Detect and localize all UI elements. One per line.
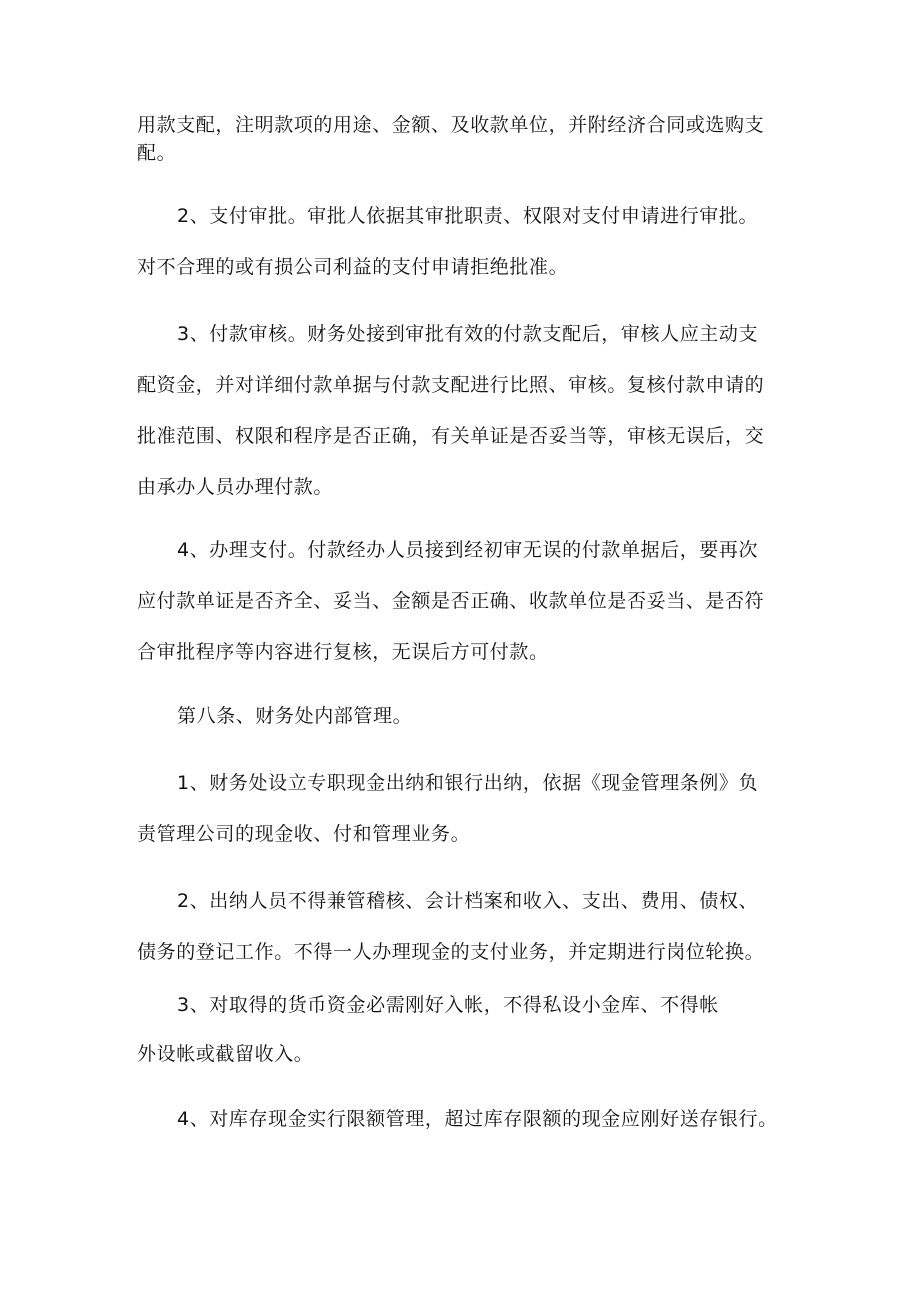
section-heading: 第八条、财务处内部管理。 [177,705,413,727]
paragraph-line: 由承办人员办理付款。 [137,476,334,498]
paragraph-line: 用款支配，注明款项的用途、金额、及收款单位，并附经济合同或选购支 [137,114,765,136]
paragraph-line: 4、对库存现金实行限额管理，超过库存限额的现金应刚好送存银行。 [177,1108,778,1130]
paragraph-line: 3、付款审核。财务处接到审批有效的付款支配后，审核人应主动支 [177,323,759,345]
paragraph-line: 应付款单证是否齐全、妥当、金额是否正确、收款单位是否妥当、是否符 [137,590,765,612]
paragraph-line: 外设帐或截留收入。 [137,1043,314,1065]
paragraph-line: 债务的登记工作。不得一人办理现金的支付业务，并定期进行岗位轮换。 [137,941,765,963]
paragraph-line: 合审批程序等内容进行复核，无误后方可付款。 [137,641,549,663]
paragraph-line: 1、财务处设立专职现金出纳和银行出纳，依据《现金管理条例》负 [177,772,759,794]
paragraph-line: 对不合理的或有损公司利益的支付申请拒绝批准。 [137,256,569,278]
paragraph-line: 3、对取得的货币资金必需刚好入帐，不得私设小金库、不得帐 [177,994,719,1016]
paragraph-line: 责管理公司的现金收、付和管理业务。 [137,823,471,845]
paragraph-line: 批准范围、权限和程序是否正确，有关单证是否妥当等，审核无误后，交 [137,425,765,447]
paragraph-line: 配。 [137,142,177,164]
paragraph-line: 配资金，并对详细付款单据与付款支配进行比照、审核。复核付款申请的 [137,374,765,396]
paragraph-line: 2、支付审批。审批人依据其审批职责、权限对支付申请进行审批。 [177,205,759,227]
paragraph-line: 2、出纳人员不得兼管稽核、会计档案和收入、支出、费用、债权、 [177,890,759,912]
paragraph-line: 4、办理支付。付款经办人员接到经初审无误的付款单据后，要再次 [177,539,759,561]
